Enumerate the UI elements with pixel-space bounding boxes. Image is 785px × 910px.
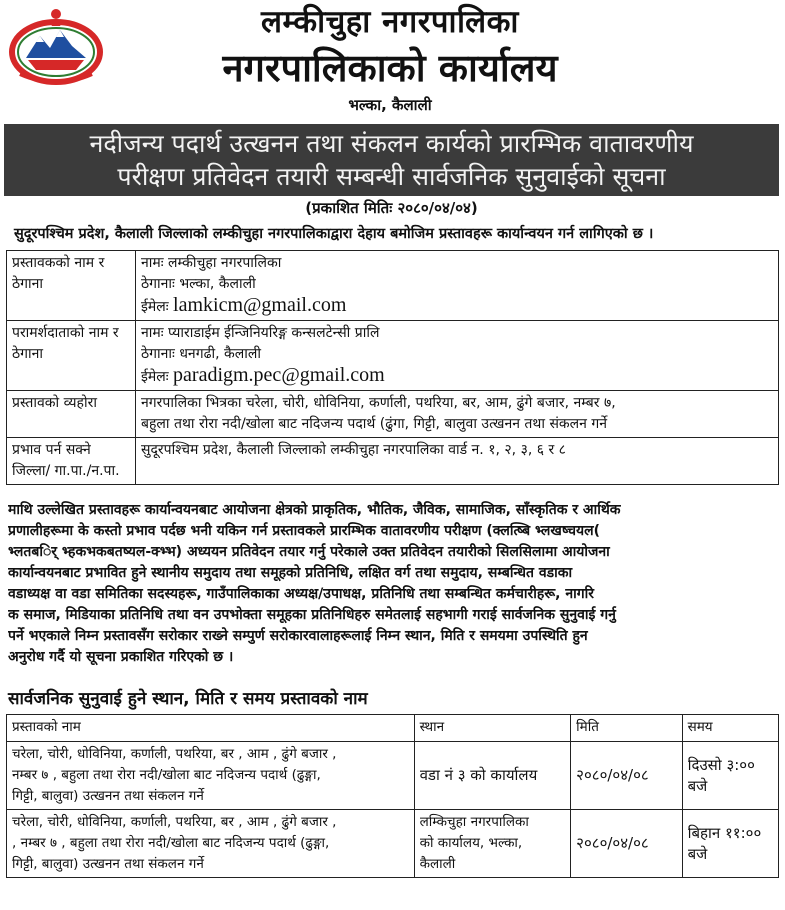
row-label: परामर्शदाताको नाम र ठेगाना [7,321,136,391]
body-line: पर्ने भएकाले निम्न प्रस्तावसँग सरोकार राख्ने सम्पुर्ण सरोकारवालाहरूलाई निम्न स्थान, मिति र समयमा उपस्थिति हुन [8,628,588,644]
consultant-email: paradigm.pec@gmail.com [173,364,385,386]
hearing-section-heading: सार्वजनिक सुनुवाई हुने स्थान, मिति र समय प्रस्तावको नाम [8,689,368,709]
consultant-address: ठेगानाः धनगढी, कैलाली [141,346,261,362]
notice-body-paragraph [8,500,778,668]
body-line: क समाज, मिडियाका प्रतिनिधि तथा वन उपभोक्ता समूहका प्रतिनिधिहरु समेतलाई सहभागी गराई सार्वजनिक सुनुवाई गर्नु [8,607,616,623]
place-cell [414,742,571,810]
published-date: (प्रकाशित मितिः २०८०/०४/०४) [305,199,478,217]
intro-statement: सुदूरपश्चिम प्रदेश, कैलाली जिल्लाको लम्कीचुहा नगरपालिकाद्वारा देहाय बमोजिम प्रस्तावहरू कार्यान्वयन गर्न लागिएको छ । [14,226,654,242]
row-value [136,391,779,438]
body-line: अनुरोध गर्दै यो सूचना प्रकाशित गरिएको छ । [8,649,234,665]
table-row [7,391,779,438]
place-line: को कार्यालय, भल्का, [419,835,523,851]
time-cell [682,742,778,810]
body-line: माथि उल्लेखित प्रस्तावहरू कार्यान्वयनबाट आयोजना क्षेत्रको प्राकृतिक, भौतिक, जैविक, सामाजिक, साँस्कृतिक र आर्थिक [8,502,621,518]
place-cell [414,810,571,878]
proposal-cell [7,810,415,878]
office-location: भल्का, कैलाली [348,96,432,114]
time-line: बजे [687,844,708,863]
consultant-email-line [141,365,773,388]
notice-title-band [4,124,779,196]
affected-area: सुदूरपश्चिम प्रदेश, कैलाली जिल्लाको लम्कीचुहा नगरपालिका वार्ड न. १, २, ३, ६ र ८ [141,442,566,458]
row-label: प्रभाव पर्न सक्ने जिल्ला/ गा.पा./न.पा. [7,438,136,485]
proposal-line: चरेला, चोरी, धोविनिया, कर्णाली, पथरिया, बर , आम , ढुंगे बजार , [12,814,337,830]
time-cell [682,810,778,878]
proponent-address: ठेगानाः भल्का, कैलाली [141,276,256,292]
proposal-line: , नम्बर ७ , बहुला तथा रोरा नदी/खोला बाट नदिजन्य पदार्थ (ढुङ्गा, [12,835,330,851]
place-line: वडा नं ३ को कार्यालय [419,766,538,784]
proposal-line: गिट्टी, बालुवा) उत्खनन तथा संकलन गर्ने [12,788,204,804]
column-header-place: स्थान [414,715,571,742]
hearing-schedule-table [6,714,779,878]
table-row [7,742,779,810]
place-line: लम्किचुहा नगरपालिका [419,814,529,830]
notice-title-line-2: परीक्षण प्रतिवेदन तयारी सम्बन्धी सार्वजनिक सुनुवाईको सूचना [117,162,666,191]
row-value [136,321,779,391]
column-header-proposal: प्रस्तावको नाम [7,715,415,742]
office-name: नगरपालिकाको कार्यालय [222,46,558,90]
time-line: बिहान ११:०० [687,823,762,842]
notice-title-line-1: नदीजन्य पदार्थ उत्खनन तथा संकलन कार्यको प्रारम्भिक वातावरणीय [89,129,694,158]
date-cell: २०८०/०४/०८ [571,742,682,810]
body-line: भ्लतबर्ि भ्हकभकबतष्यल-क्भ्भ) अध्ययन प्रतिवेदन तयार गर्नु परेकाले उक्त प्रतिवेदन तयारीको सिलसिलामा आयोजना [8,544,610,560]
time-line: बजे [687,776,708,795]
table-row [7,810,779,878]
column-header-date: मिति [571,715,682,742]
body-line: वडाध्यक्ष वा वडा समितिका सदस्यहरू, गाउँपालिकाका अध्यक्ष/उपाधक्ष, प्रतिनिधि तथा सम्बन्धित कर्मचारीहरू, नागरि [8,586,594,602]
municipality-name: लम्कीचुहा नगरपालिका [261,4,519,40]
proposal-description-line: बहुला तथा रोरा नदी/खोला बाट नदिजन्य पदार्थ (ढुंगा, गिट्टी, बालुवा उत्खनन तथा संकलन गर्ने [141,416,608,432]
table-header-row [7,715,779,742]
row-value [136,251,779,321]
column-header-time: समय [682,715,778,742]
email-label: ईमेलः [141,369,169,385]
row-label: प्रस्तावकको नाम र ठेगाना [7,251,136,321]
proposal-line: नम्बर ७ , बहुला तथा रोरा नदी/खोला बाट नदिजन्य पदार्थ (ढुङ्गा, [12,767,321,783]
nepal-government-emblem-icon [6,6,106,88]
place-line: कैलाली [419,856,456,872]
row-value [136,438,779,485]
proposal-line: गिट्टी, बालुवा) उत्खनन तथा संकलन गर्ने [12,856,204,872]
row-label: प्रस्तावको व्यहोरा [7,391,136,438]
table-row [7,438,779,485]
consultant-name: नामः प्याराडाईम ईन्जिनियरिङ्ग कन्सलटेन्सी प्रालि [141,325,380,341]
body-line: प्रणालीहरूमा के कस्तो प्रभाव पर्दछ भनी यकिन गर्न प्रस्तावकले प्रारम्भिक वातावरणीय परीक्षण (क्लत्ष्बि भ्लखष्चयल( [8,523,601,539]
email-label: ईमेलः [141,299,169,315]
proponent-name: नामः लम्कीचुहा नगरपालिका [141,255,282,271]
table-row [7,321,779,391]
proposal-cell [7,742,415,810]
proposal-line: चरेला, चोरी, धोविनिया, कर्णाली, पथरिया, बर , आम , ढुंगे बजार , [12,746,337,762]
time-line: दिउसो ३:०० [687,755,755,774]
date-cell: २०८०/०४/०८ [571,810,682,878]
proposal-info-table [6,250,779,485]
proponent-email: lamkicm@gmail.com [173,294,347,316]
table-row [7,251,779,321]
proposal-description-line: नगरपालिका भित्रका चरेला, चोरी, धोविनिया, कर्णाली, पथरिया, बर, आम, ढुंगे बजार, नम्बर ७, [141,395,616,411]
body-line: कार्यान्वयनबाट प्रभावित हुने स्थानीय समुदाय तथा समूहको प्रतिनिधि, लक्षित वर्ग तथा समुदाय, सम्बन्धित वडाका [8,565,573,581]
proponent-email-line [141,295,773,318]
